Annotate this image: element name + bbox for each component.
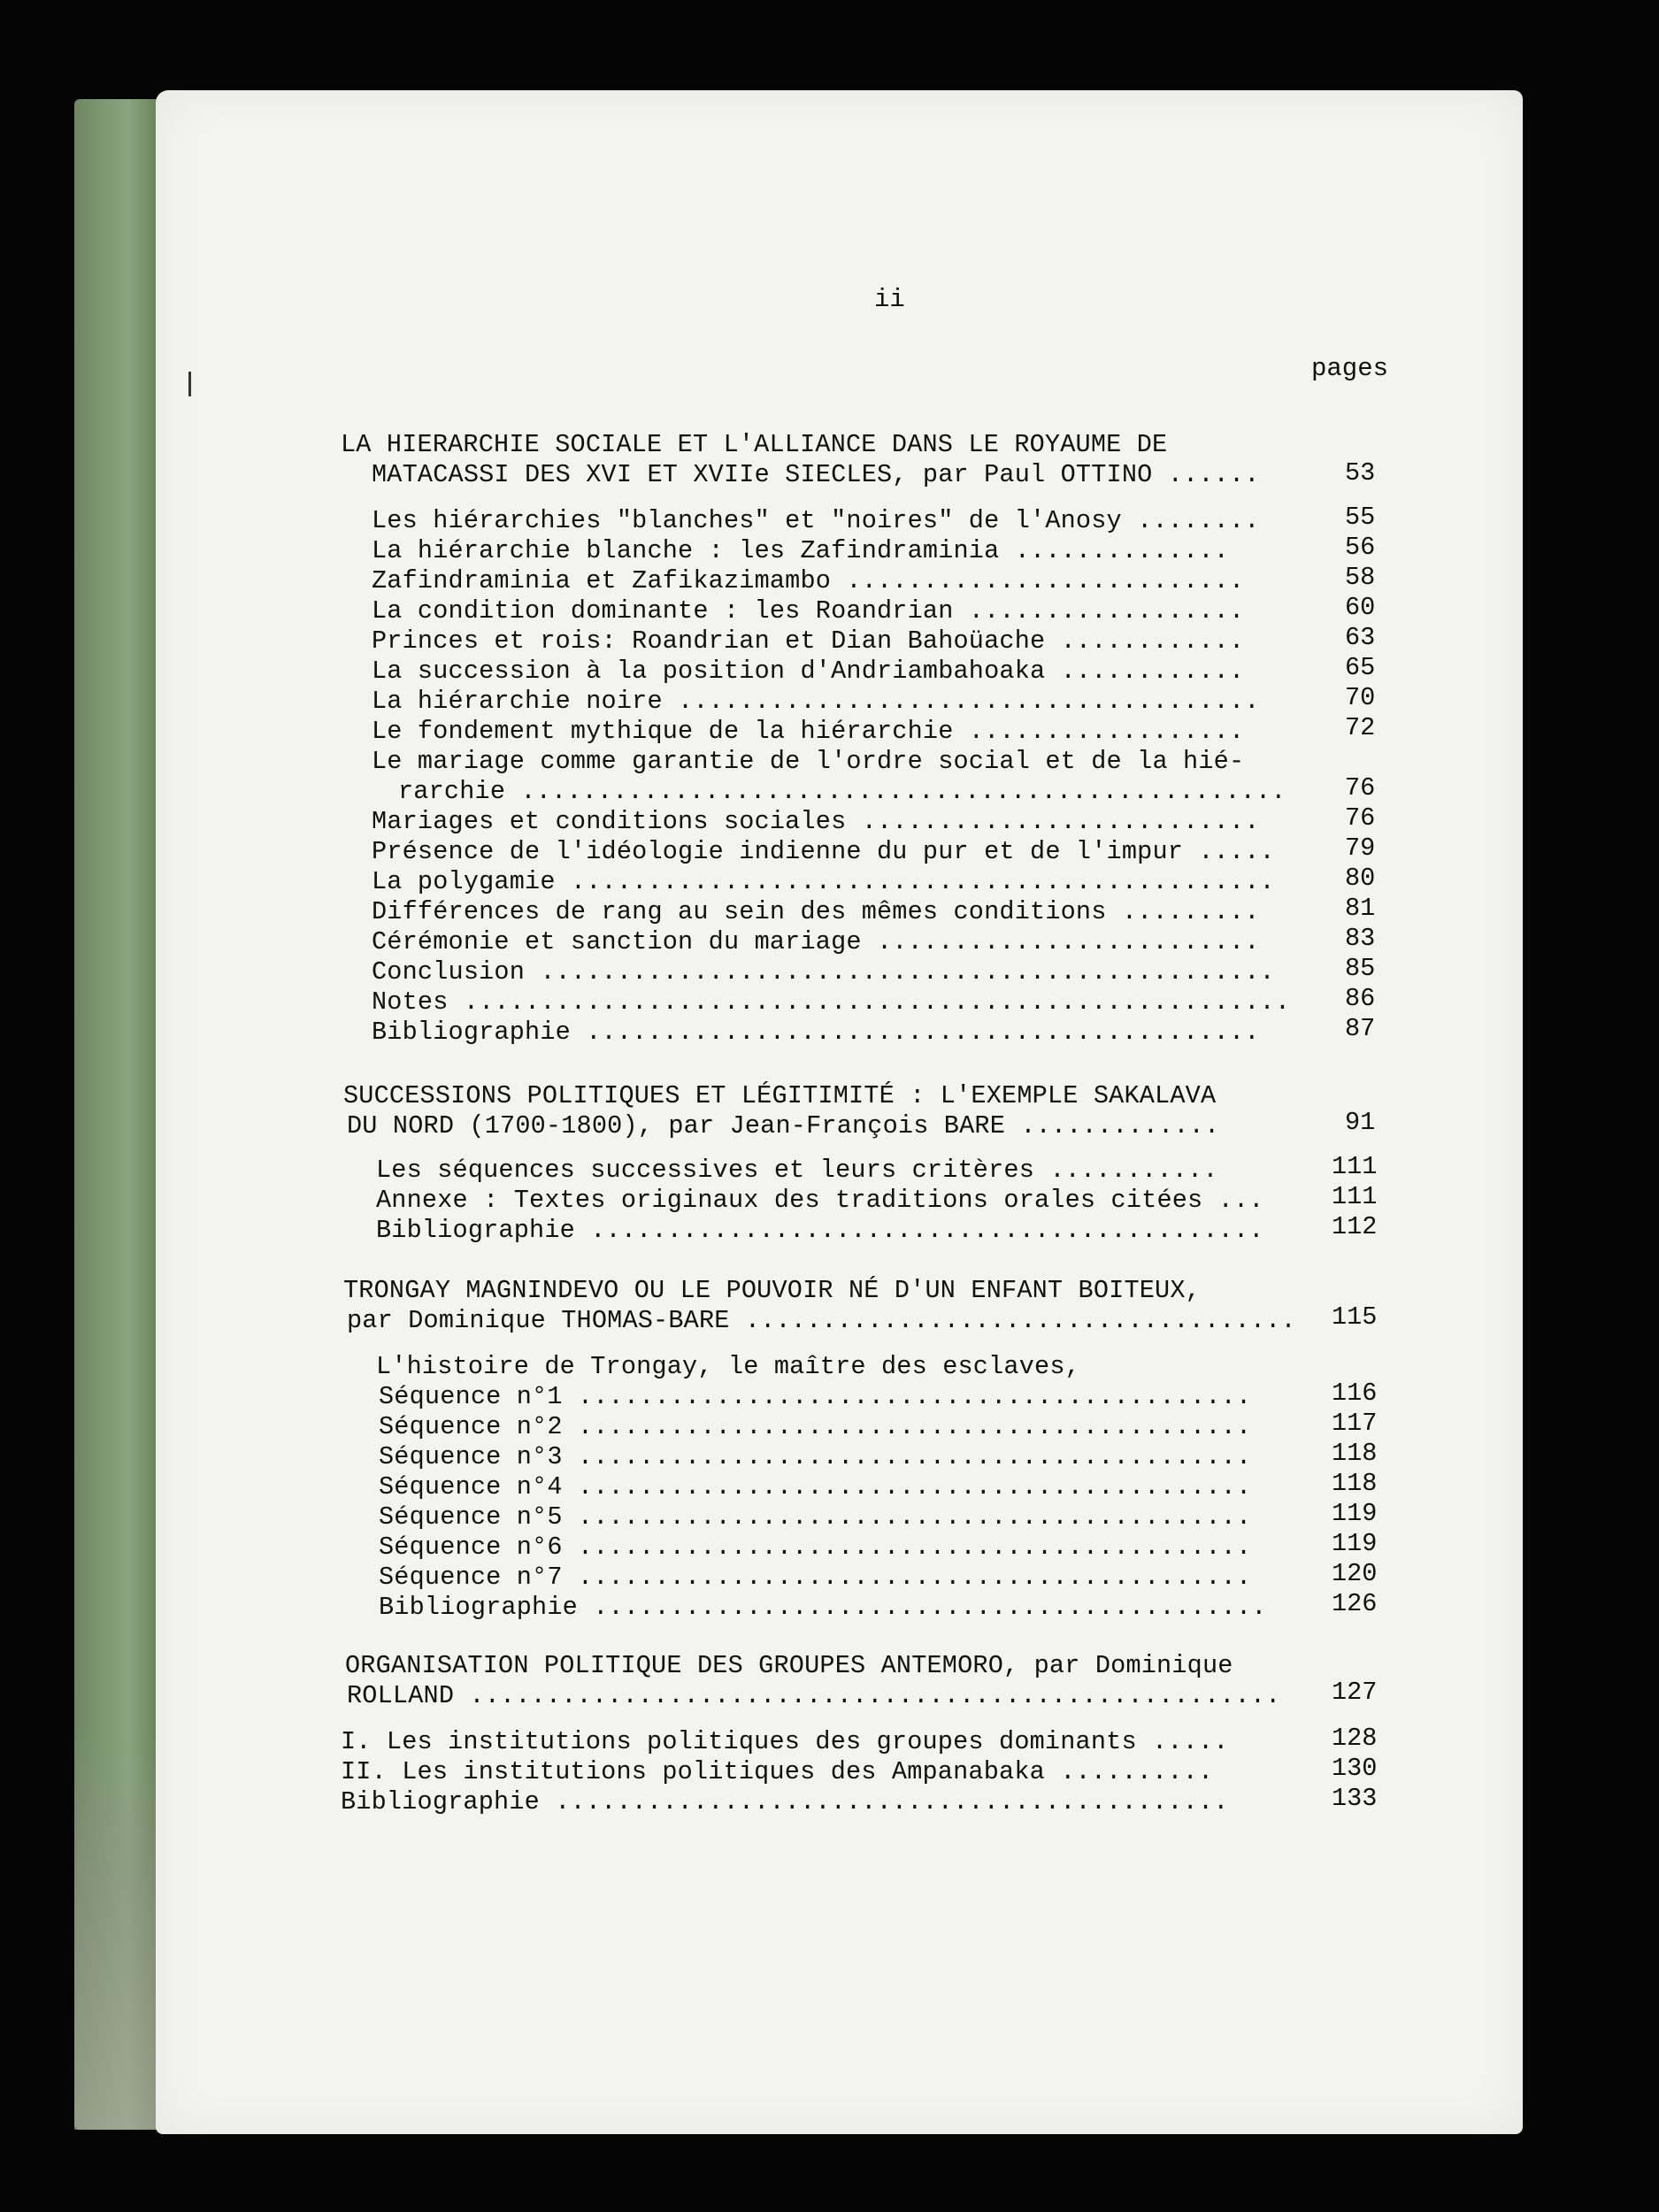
toc-entry: La hiérarchie blanche : les Zafindraminia .............. (372, 536, 1229, 565)
toc-entry: Bibliographie ............................................ (379, 1593, 1267, 1622)
toc-entry-page: 63 (1345, 623, 1376, 652)
toc-entry: Séquence n°3 ............................................ (379, 1442, 1252, 1471)
toc-entry: La succession à la position d'Andriambahoaka ............ (372, 657, 1245, 686)
toc-entry-page: 116 (1332, 1379, 1378, 1408)
toc-entry-page: 83 (1345, 924, 1376, 953)
toc-entry: Séquence n°6 ............................................ (379, 1532, 1252, 1562)
toc-entry-page: 56 (1345, 533, 1376, 562)
toc-entry: La condition dominante : les Roandrian .................. (372, 596, 1245, 626)
toc-entry: Bibliographie ............................................ (372, 1018, 1260, 1047)
section-title-line: ROLLAND ..................................................... (347, 1681, 1281, 1710)
toc-entry-page: 111 (1332, 1182, 1378, 1211)
toc-entry-page: 133 (1332, 1784, 1378, 1813)
toc-entry-page: 126 (1332, 1589, 1378, 1618)
toc-entry-page: 120 (1332, 1559, 1378, 1588)
toc-entry: L'histoire de Trongay, le maître des esclaves, (376, 1352, 1080, 1381)
toc-entry: Séquence n°4 ............................................ (379, 1472, 1252, 1502)
toc-entry: Séquence n°1 ............................................ (379, 1382, 1252, 1411)
section-title-line: SUCCESSIONS POLITIQUES ET LÉGITIMITÉ : L'EXEMPLE SAKALAVA (343, 1081, 1217, 1110)
toc-entry-page: 117 (1332, 1409, 1378, 1438)
toc-entry-page: 87 (1345, 1014, 1376, 1043)
toc-entry-page: 111 (1332, 1152, 1378, 1181)
toc-entry-page: 119 (1332, 1499, 1378, 1528)
section-title-line: MATACASSI DES XVI ET XVIIe SIECLES, par Paul OTTINO ...... (372, 460, 1260, 489)
toc-entry-page: 119 (1332, 1529, 1378, 1558)
toc-entry-page: 58 (1345, 563, 1376, 592)
toc-entry-page: 85 (1345, 954, 1376, 983)
toc-entry: Princes et rois: Roandrian et Dian Bahoüache ............ (372, 626, 1245, 656)
section-title-line: par Dominique THOMAS-BARE .................................... (347, 1306, 1296, 1335)
section-page: 127 (1332, 1678, 1378, 1707)
toc-entry-page: 72 (1345, 713, 1376, 742)
pages-column-header: pages (1311, 354, 1389, 383)
toc-entry-page: 130 (1332, 1754, 1378, 1783)
toc-entry: Bibliographie ............................................ (341, 1787, 1229, 1816)
toc-entry-page: 118 (1332, 1469, 1378, 1498)
toc-entry: II. Les institutions politiques des Ampanabaka .......... (341, 1757, 1214, 1786)
toc-entry-page: 70 (1345, 683, 1376, 712)
toc-entry-page: 81 (1345, 894, 1376, 923)
toc-entry-page: 86 (1345, 984, 1376, 1013)
toc-entry-page: 65 (1345, 653, 1376, 682)
toc-entry-page: 79 (1345, 833, 1376, 863)
toc-entry: Séquence n°5 ............................................ (379, 1502, 1252, 1532)
toc-entry: Annexe : Textes originaux des traditions orales citées ... (376, 1186, 1264, 1215)
toc-entry: Notes ...................................................... (372, 987, 1291, 1017)
section-page: 115 (1332, 1302, 1378, 1332)
section-title-line: LA HIERARCHIE SOCIALE ET L'ALLIANCE DANS LE ROYAUME DE (341, 430, 1168, 459)
section-title-line: DU NORD (1700-1800), par Jean-François BARE ............. (347, 1111, 1220, 1141)
toc-entry: I. Les institutions politiques des groupes dominants ..... (341, 1727, 1229, 1756)
toc-entry: Bibliographie ............................................ (376, 1216, 1264, 1245)
toc-entry: Le mariage comme garantie de l'ordre social et de la hié- (372, 747, 1245, 776)
toc-entry: Séquence n°7 ............................................ (379, 1563, 1252, 1592)
toc-entry: Mariages et conditions sociales .......................... (372, 807, 1260, 836)
toc-entry-page: 112 (1332, 1212, 1378, 1241)
toc-entry: Conclusion ................................................ (372, 957, 1275, 987)
toc-entry: Présence de l'idéologie indienne du pur et de l'impur ..... (372, 837, 1275, 866)
toc-entry-page: 80 (1345, 864, 1376, 893)
toc-entry: Le fondement mythique de la hiérarchie .................. (372, 717, 1245, 746)
toc-entry-page: 76 (1345, 803, 1376, 833)
toc-entry: Cérémonie et sanction du mariage ......................... (372, 927, 1260, 956)
section-page: 53 (1345, 458, 1376, 488)
toc-entry-page: 60 (1345, 593, 1376, 622)
toc-entry: rarchie .................................................. (398, 777, 1286, 806)
toc-entry-page: 128 (1332, 1724, 1378, 1753)
section-title-line: ORGANISATION POLITIQUE DES GROUPES ANTEMORO, par Dominique (345, 1651, 1233, 1680)
toc-entry: Séquence n°2 ............................................ (379, 1412, 1252, 1441)
page-number: ii (874, 285, 905, 314)
toc-entry: La hiérarchie noire ...................................... (372, 687, 1260, 716)
toc-entry: Différences de rang au sein des mêmes conditions ......... (372, 897, 1260, 926)
section-title-line: TRONGAY MAGNINDEVO OU LE POUVOIR NÉ D'UN ENFANT BOITEUX, (343, 1276, 1201, 1305)
toc-entry: La polygamie .............................................. (372, 867, 1275, 896)
toc-entry-page: 55 (1345, 503, 1376, 532)
toc-entry: Les hiérarchies "blanches" et "noires" de l'Anosy ........ (372, 506, 1260, 535)
toc-entry-page: 118 (1332, 1439, 1378, 1468)
toc-entry: Zafindraminia et Zafikazimambo .......................... (372, 566, 1245, 595)
toc-entry-page: 76 (1345, 773, 1376, 803)
toc-entry: Les séquences successives et leurs critères ........... (376, 1156, 1218, 1185)
section-page: 91 (1345, 1108, 1376, 1137)
